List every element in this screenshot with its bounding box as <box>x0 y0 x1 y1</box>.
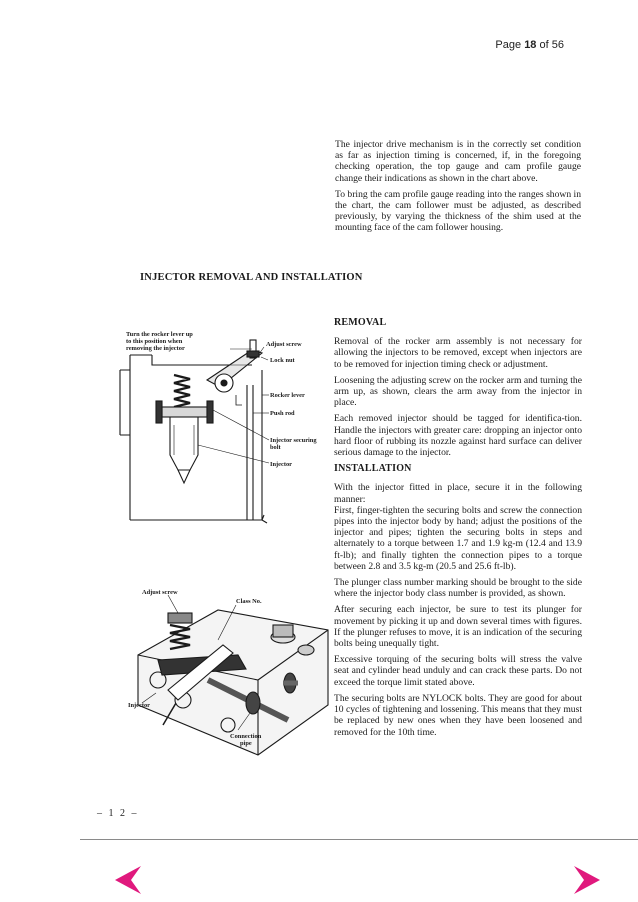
page-total: 56 <box>551 39 564 51</box>
label-adjust-screw: Adjust screw <box>266 341 302 348</box>
removal-paragraph: Each removed injector should be tagged for identifica-tion. Handle the injectors with greater care: dropping an injector onto hard floor of rubbing its nozzle against hard surface can deliver serious damage to the injector. <box>334 413 582 459</box>
label-push-rod: Push rod <box>270 410 295 417</box>
removal-heading: REMOVAL <box>334 317 387 328</box>
rocker-callout-line: Turn the rocker lever up <box>126 331 193 338</box>
folio: – 1 2 – <box>97 808 139 819</box>
label-injector: Injector <box>270 461 293 468</box>
left-arrow-icon <box>115 866 141 894</box>
next-page-button[interactable] <box>572 864 602 896</box>
previous-page-button[interactable] <box>113 864 143 896</box>
installation-paragraph: Excessive torquing of the securing bolts will stress the valve seat and cylinder head unduly and can crack these parts. Do not exceed the torque limit stated above. <box>334 654 582 688</box>
rocker-lever-diagram <box>112 325 334 525</box>
rocker-callout-line: to this position when <box>126 338 183 345</box>
installation-heading: INSTALLATION <box>334 463 412 475</box>
installation-paragraph: With the injector fitted in place, secure it in the following manner: <box>334 482 582 505</box>
installation-paragraph: The plunger class number marking should be brought to the side where the injector body class number is provided, as shown. <box>334 577 582 600</box>
rocker-callout-line: removing the injector <box>126 345 185 352</box>
removal-paragraph: Removal of the rocker arm assembly is not necessary for allowing the injectors to be removed, except when injectors are to be removed for injection timing check or adjustment. <box>334 336 582 370</box>
footer-divider <box>80 839 638 840</box>
page-current: 18 <box>524 39 537 51</box>
label-rocker-lever: Rocker lever <box>270 392 305 399</box>
label-connection-pipe: Connection <box>230 733 262 740</box>
label-injector: Injector <box>128 702 151 709</box>
page-counter <box>495 39 564 51</box>
label-adjust-screw: Adjust screw <box>142 589 178 596</box>
label-securing-bolt: bolt <box>270 444 281 451</box>
page-of: of <box>539 39 549 51</box>
intro-text <box>335 139 581 239</box>
label-class-no: Class No. <box>236 598 262 605</box>
installation-paragraph: First, finger-tighten the securing bolts and screw the connection pipes into the injector body by hand; adjust the positions of the injector and pipes; tighten the securing bolts in steps and alternately to a torque between 1.7 and 1.9 kg-m (12.4 and 13.9 ft-lb); and finally tighten the connection pipes to a torque between 2.8 and 3.5 kg-m (20.5 and 25.6 ft-lb). <box>334 504 582 572</box>
right-arrow-icon <box>574 866 600 894</box>
intro-paragraph: To bring the cam profile gauge reading into the ranges shown in the chart, the cam follower must be adjusted, as described previously, by varying the thickness of the shim used at the mounting face of the cam follower housing. <box>335 188 581 234</box>
installation-paragraph: The securing bolts are NYLOCK bolts. They are good for about 10 cycles of tightening and lossening. This means that they must be replaced by new ones when they have been loosened and removed for the 10th time. <box>334 692 582 738</box>
label-securing-bolt: Injector securing <box>270 437 317 444</box>
label-lock-nut: Lock nut <box>270 357 295 364</box>
page-prefix: Page <box>495 39 522 51</box>
injector-installation-diagram <box>128 585 338 765</box>
procedure-text <box>334 315 582 743</box>
installation-paragraph: After securing each injector, be sure to test its plunger for movement by picking it up and down several times with figures. If the plunger refuses to move, it is an indication of the securing bolts being unequally tight. <box>334 604 582 650</box>
section-title: INJECTOR REMOVAL AND INSTALLATION <box>140 272 363 283</box>
intro-paragraph: The injector drive mechanism is in the correctly set condition as far as injection timing is concerned, if, in the foregoing checking operation, the top gauge and cam profile gauge change their indications as shown in the chart above. <box>335 139 581 184</box>
removal-paragraph: Loosening the adjusting screw on the rocker arm and turning the arm up, as shown, clears the arm away from the injector in place. <box>334 374 582 409</box>
label-connection-pipe: pipe <box>240 740 252 747</box>
